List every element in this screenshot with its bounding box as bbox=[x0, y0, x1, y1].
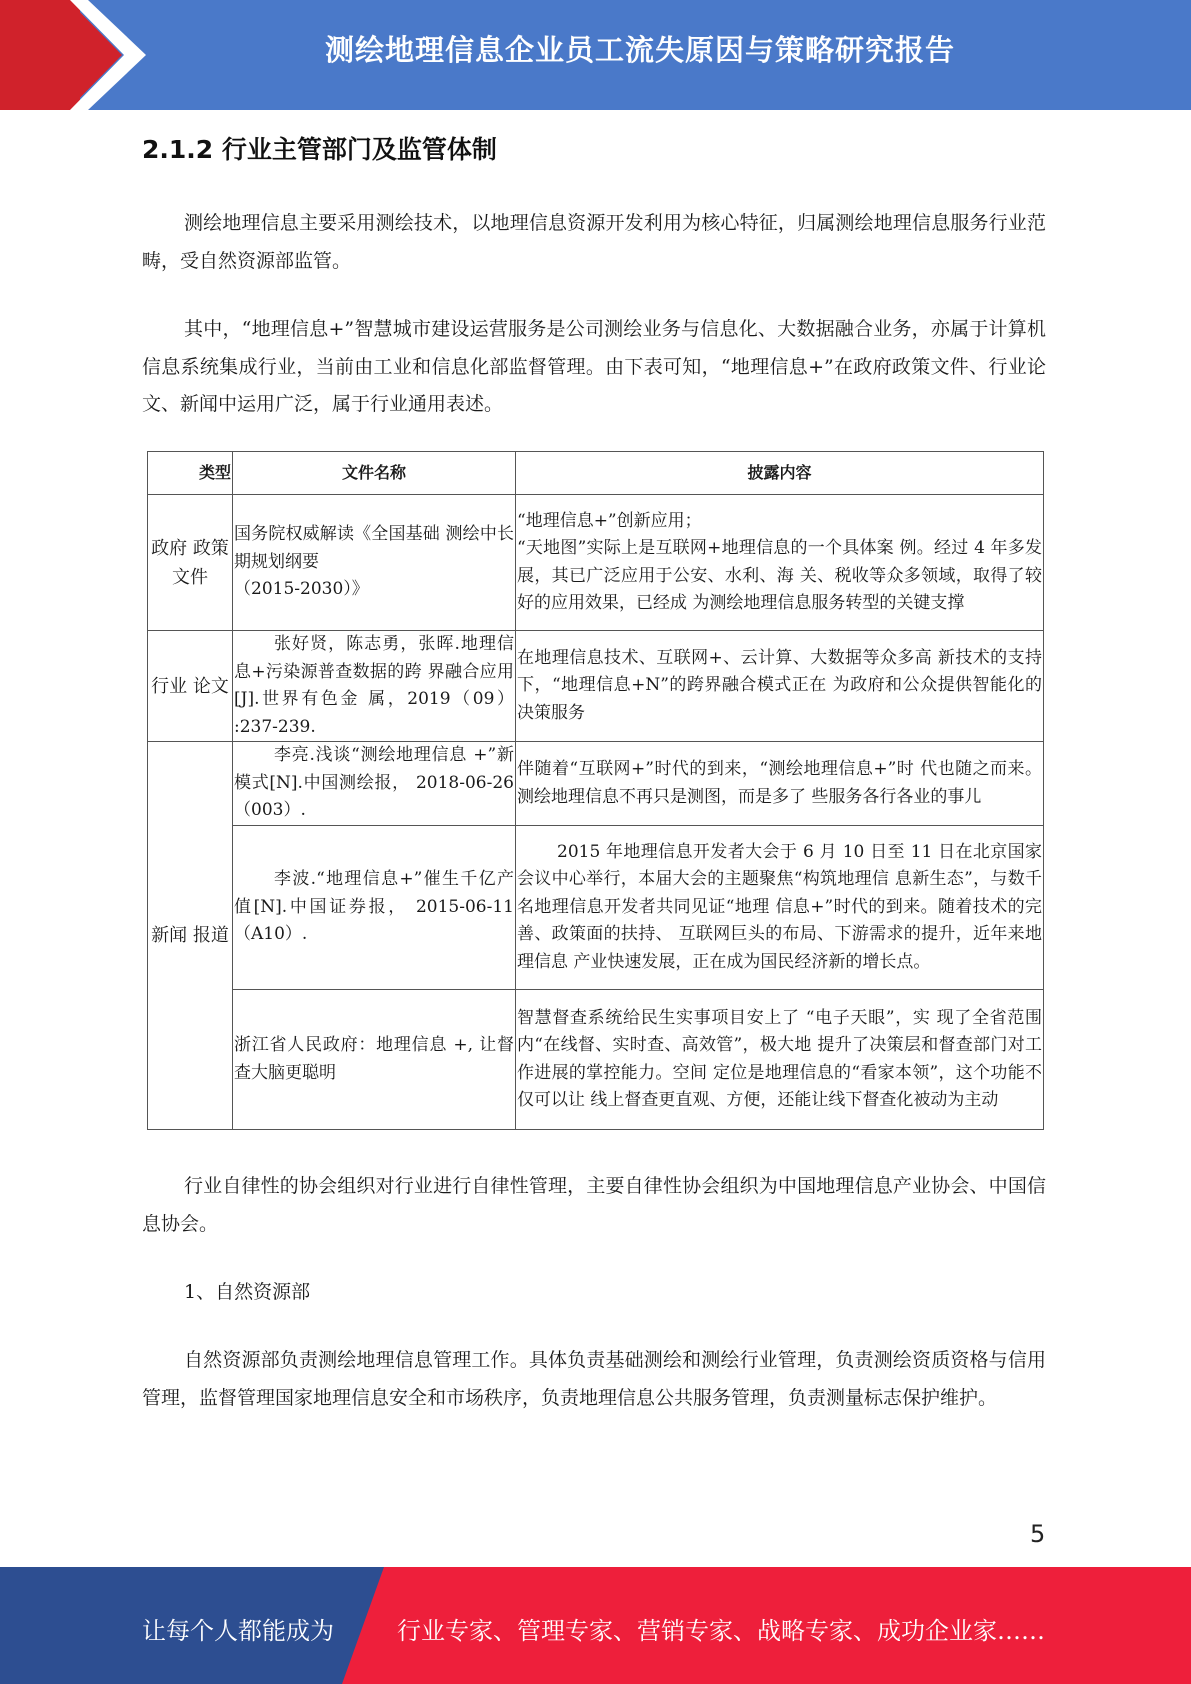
type-cell: 政府 政策 文件 bbox=[148, 495, 233, 631]
content-line: “天地图”实际上是互联网+地理信息的一个具体案 例。经过 4 年多发展，其已广泛应用于公安、水利、海 关、税收等众多领域，取得了较好的应用效果，已经成 为测绘地理信息服务转型的关键支撑 bbox=[517, 538, 1042, 613]
paragraph-associations: 行业自律性的协会组织对行业进行自律性管理，主要自律性协会组织为中国地理信息产业协会、中国信息协会。 bbox=[142, 1175, 1046, 1235]
content-cell: 智慧督查系统给民生实事项目安上了 “电子天眼”，实 现了全省范围内“在线督、实时查、高效管”，极大地 提升了决策层和督查部门对工作进展的掌控能力。空间 定位是地理信息的“看家本领”，这个功能不仅可以让 线上督查更直观、方便，还能让线下督查化被动为主动 bbox=[516, 990, 1044, 1130]
content-line: “地理信息+”创新应用； bbox=[517, 510, 702, 531]
content-cell bbox=[516, 495, 1044, 631]
report-title: 测绘地理信息企业员工流失原因与策略研究报告 bbox=[324, 33, 955, 67]
type-cell: 新闻 报道 bbox=[148, 742, 233, 1130]
doc-cell: 李亮.浅谈“测绘地理信息 +”新模式[N].中国测绘报， 2018-06-26 （003）. bbox=[233, 742, 516, 826]
doc-title: 国务院权威解读《全国基础 测绘中长期规划纲要 bbox=[234, 524, 514, 572]
footer-slogan: 让每个人都能成为 bbox=[142, 1617, 334, 1645]
footer-roles: 行业专家、管理专家、营销专家、战略专家、成功企业家…… bbox=[397, 1617, 1045, 1645]
disclosure-table bbox=[147, 451, 1044, 1130]
table-row bbox=[148, 826, 1044, 990]
doc-cell bbox=[233, 495, 516, 631]
doc-cell: 李波.“地理信息+”催生千亿产值[N].中国证券报， 2015-06-11（A10）. bbox=[233, 826, 516, 990]
doc-title-years: （2015-2030）》 bbox=[234, 579, 369, 600]
table-header-row bbox=[148, 452, 1044, 495]
table-row bbox=[148, 495, 1044, 631]
page-number: 5 bbox=[1030, 1520, 1046, 1548]
column-header-type: 类型 bbox=[148, 452, 233, 495]
column-header-doc: 文件名称 bbox=[233, 452, 516, 495]
content-cell: 伴随着“互联网+”时代的到来，“测绘地理信息+”时 代也随之而来。测绘地理信息不再只是测图，而是多了 些服务各行各业的事儿 bbox=[516, 742, 1044, 826]
doc-cell: 张好贤，陈志勇，张晖.地理信息+污染源普查数据的跨 界融合应用[J].世界有色金 属，2019（09） :237-239. bbox=[233, 631, 516, 742]
type-cell: 行业 论文 bbox=[148, 631, 233, 742]
header-arrow-decoration bbox=[0, 0, 160, 110]
doc-cell: 浙江省人民政府：地理信息 +, 让督查大脑更聪明 bbox=[233, 990, 516, 1130]
table-row bbox=[148, 742, 1044, 826]
paragraph-ministry: 自然资源部负责测绘地理信息管理工作。具体负责基础测绘和测绘行业管理，负责测绘资质资格与信用管理，监督管理国家地理信息安全和市场秩序，负责地理信息公共服务管理，负责测量标志保护维护。 bbox=[142, 1349, 1046, 1409]
table-row bbox=[148, 631, 1044, 742]
table-row bbox=[148, 990, 1044, 1130]
column-header-content: 披露内容 bbox=[516, 452, 1044, 495]
content-cell: 在地理信息技术、互联网+、云计算、大数据等众多高 新技术的支持下，“地理信息+N”的跨界融合模式正在 为政府和公众提供智能化的决策服务 bbox=[516, 631, 1044, 742]
paragraph-geoinfo-plus: 其中，“地理信息+”智慧城市建设运营服务是公司测绘业务与信息化、大数据融合业务，亦属于计算机信息系统集成行业，当前由工业和信息化部监督管理。由下表可知，“地理信息+”在政府政策文件、行业论文、新闻中运用广泛，属于行业通用表述。 bbox=[142, 318, 1046, 415]
content-cell: 2015 年地理信息开发者大会于 6 月 10 日至 11 日在北京国家会议中心举行，本届大会的主题聚焦“构筑地理信 息新生态”，与数千名地理信息开发者共同见证“地理 信息+”时代的到来。随着技术的完善、政策面的扶持、 互联网巨头的布局、下游需求的提升，近年来地理信息 产业快速发展，正在成为国民经济新的增长点。 bbox=[516, 826, 1044, 990]
section-heading: 2.1.2 行业主管部门及监管体制 bbox=[142, 135, 497, 164]
paragraph-intro: 测绘地理信息主要采用测绘技术，以地理信息资源开发利用为核心特征，归属测绘地理信息服务行业范畴，受自然资源部监管。 bbox=[142, 212, 1046, 272]
paragraph-list-heading: 1、自然资源部 bbox=[184, 1281, 311, 1303]
